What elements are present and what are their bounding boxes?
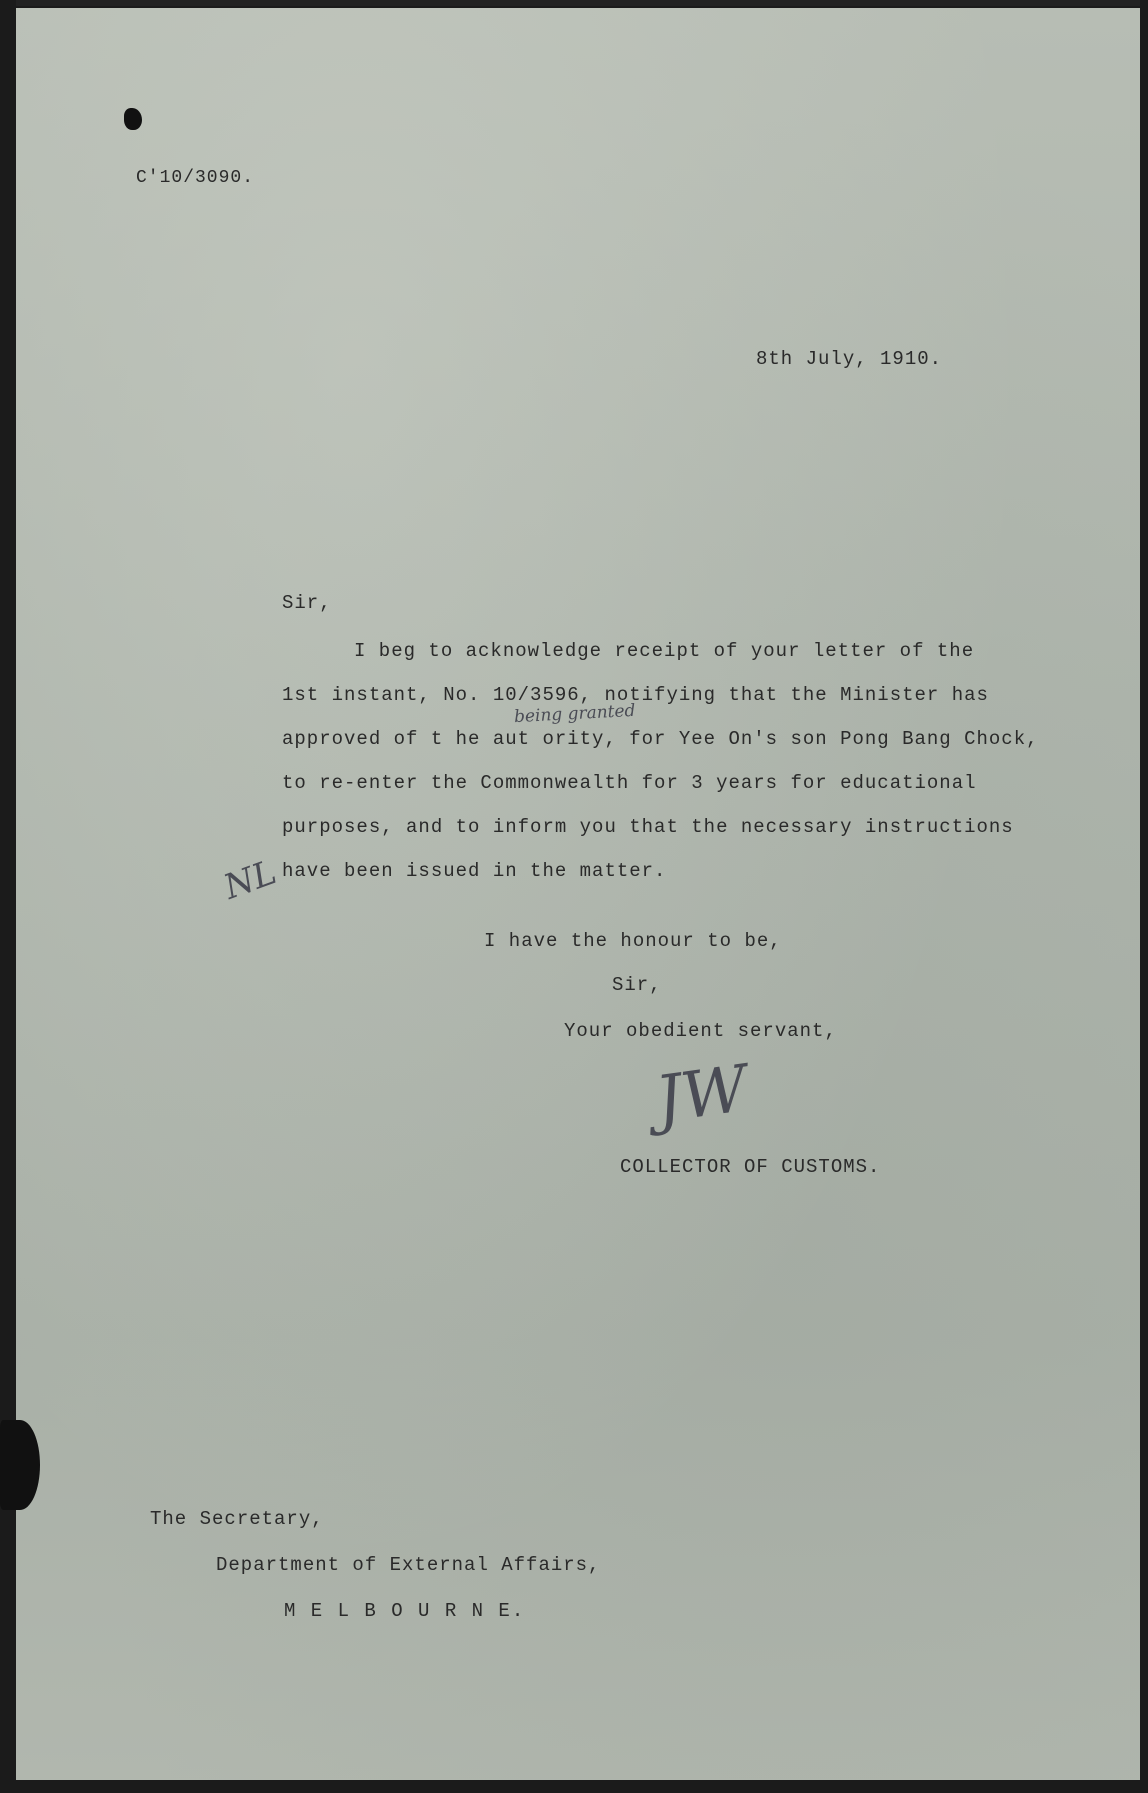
signature-initials: JW [651, 1051, 753, 1139]
letter-date: 8th July, 1910. [756, 348, 943, 370]
handwritten-insert: being granted [513, 700, 636, 728]
salutation: Sir, [282, 592, 332, 614]
top-edge-tear [16, 0, 1140, 6]
closing-line-3: Your obedient servant, [564, 1020, 837, 1042]
margin-initials: NL [218, 852, 282, 908]
body-line-3: approved of t he aut ority, for Yee On's son Pong Bang Chock, [282, 728, 1039, 750]
closing-line-2: Sir, [612, 974, 662, 996]
addressee-line-1: The Secretary, [150, 1508, 324, 1530]
body-line-6: have been issued in the matter. [282, 860, 667, 882]
addressee-line-3: M E L B O U R N E. [284, 1600, 526, 1622]
signatory-title: COLLECTOR OF CUSTOMS. [620, 1156, 881, 1178]
closing-line-1: I have the honour to be, [484, 930, 782, 952]
body-line-2: 1st instant, No. 10/3596, notifying that the Minister has [282, 684, 989, 706]
body-line-4: to re-enter the Commonwealth for 3 years for educational [282, 772, 977, 794]
reference-number: C'10/3090. [136, 168, 255, 188]
letter-page [16, 8, 1140, 1780]
body-line-1: I beg to acknowledge receipt of your letter of the [354, 640, 975, 662]
left-blot-bottom [0, 1420, 40, 1510]
body-line-5: purposes, and to inform you that the necessary instructions [282, 816, 1014, 838]
addressee-line-2: Department of External Affairs, [216, 1554, 601, 1576]
left-blot-top [124, 108, 142, 130]
